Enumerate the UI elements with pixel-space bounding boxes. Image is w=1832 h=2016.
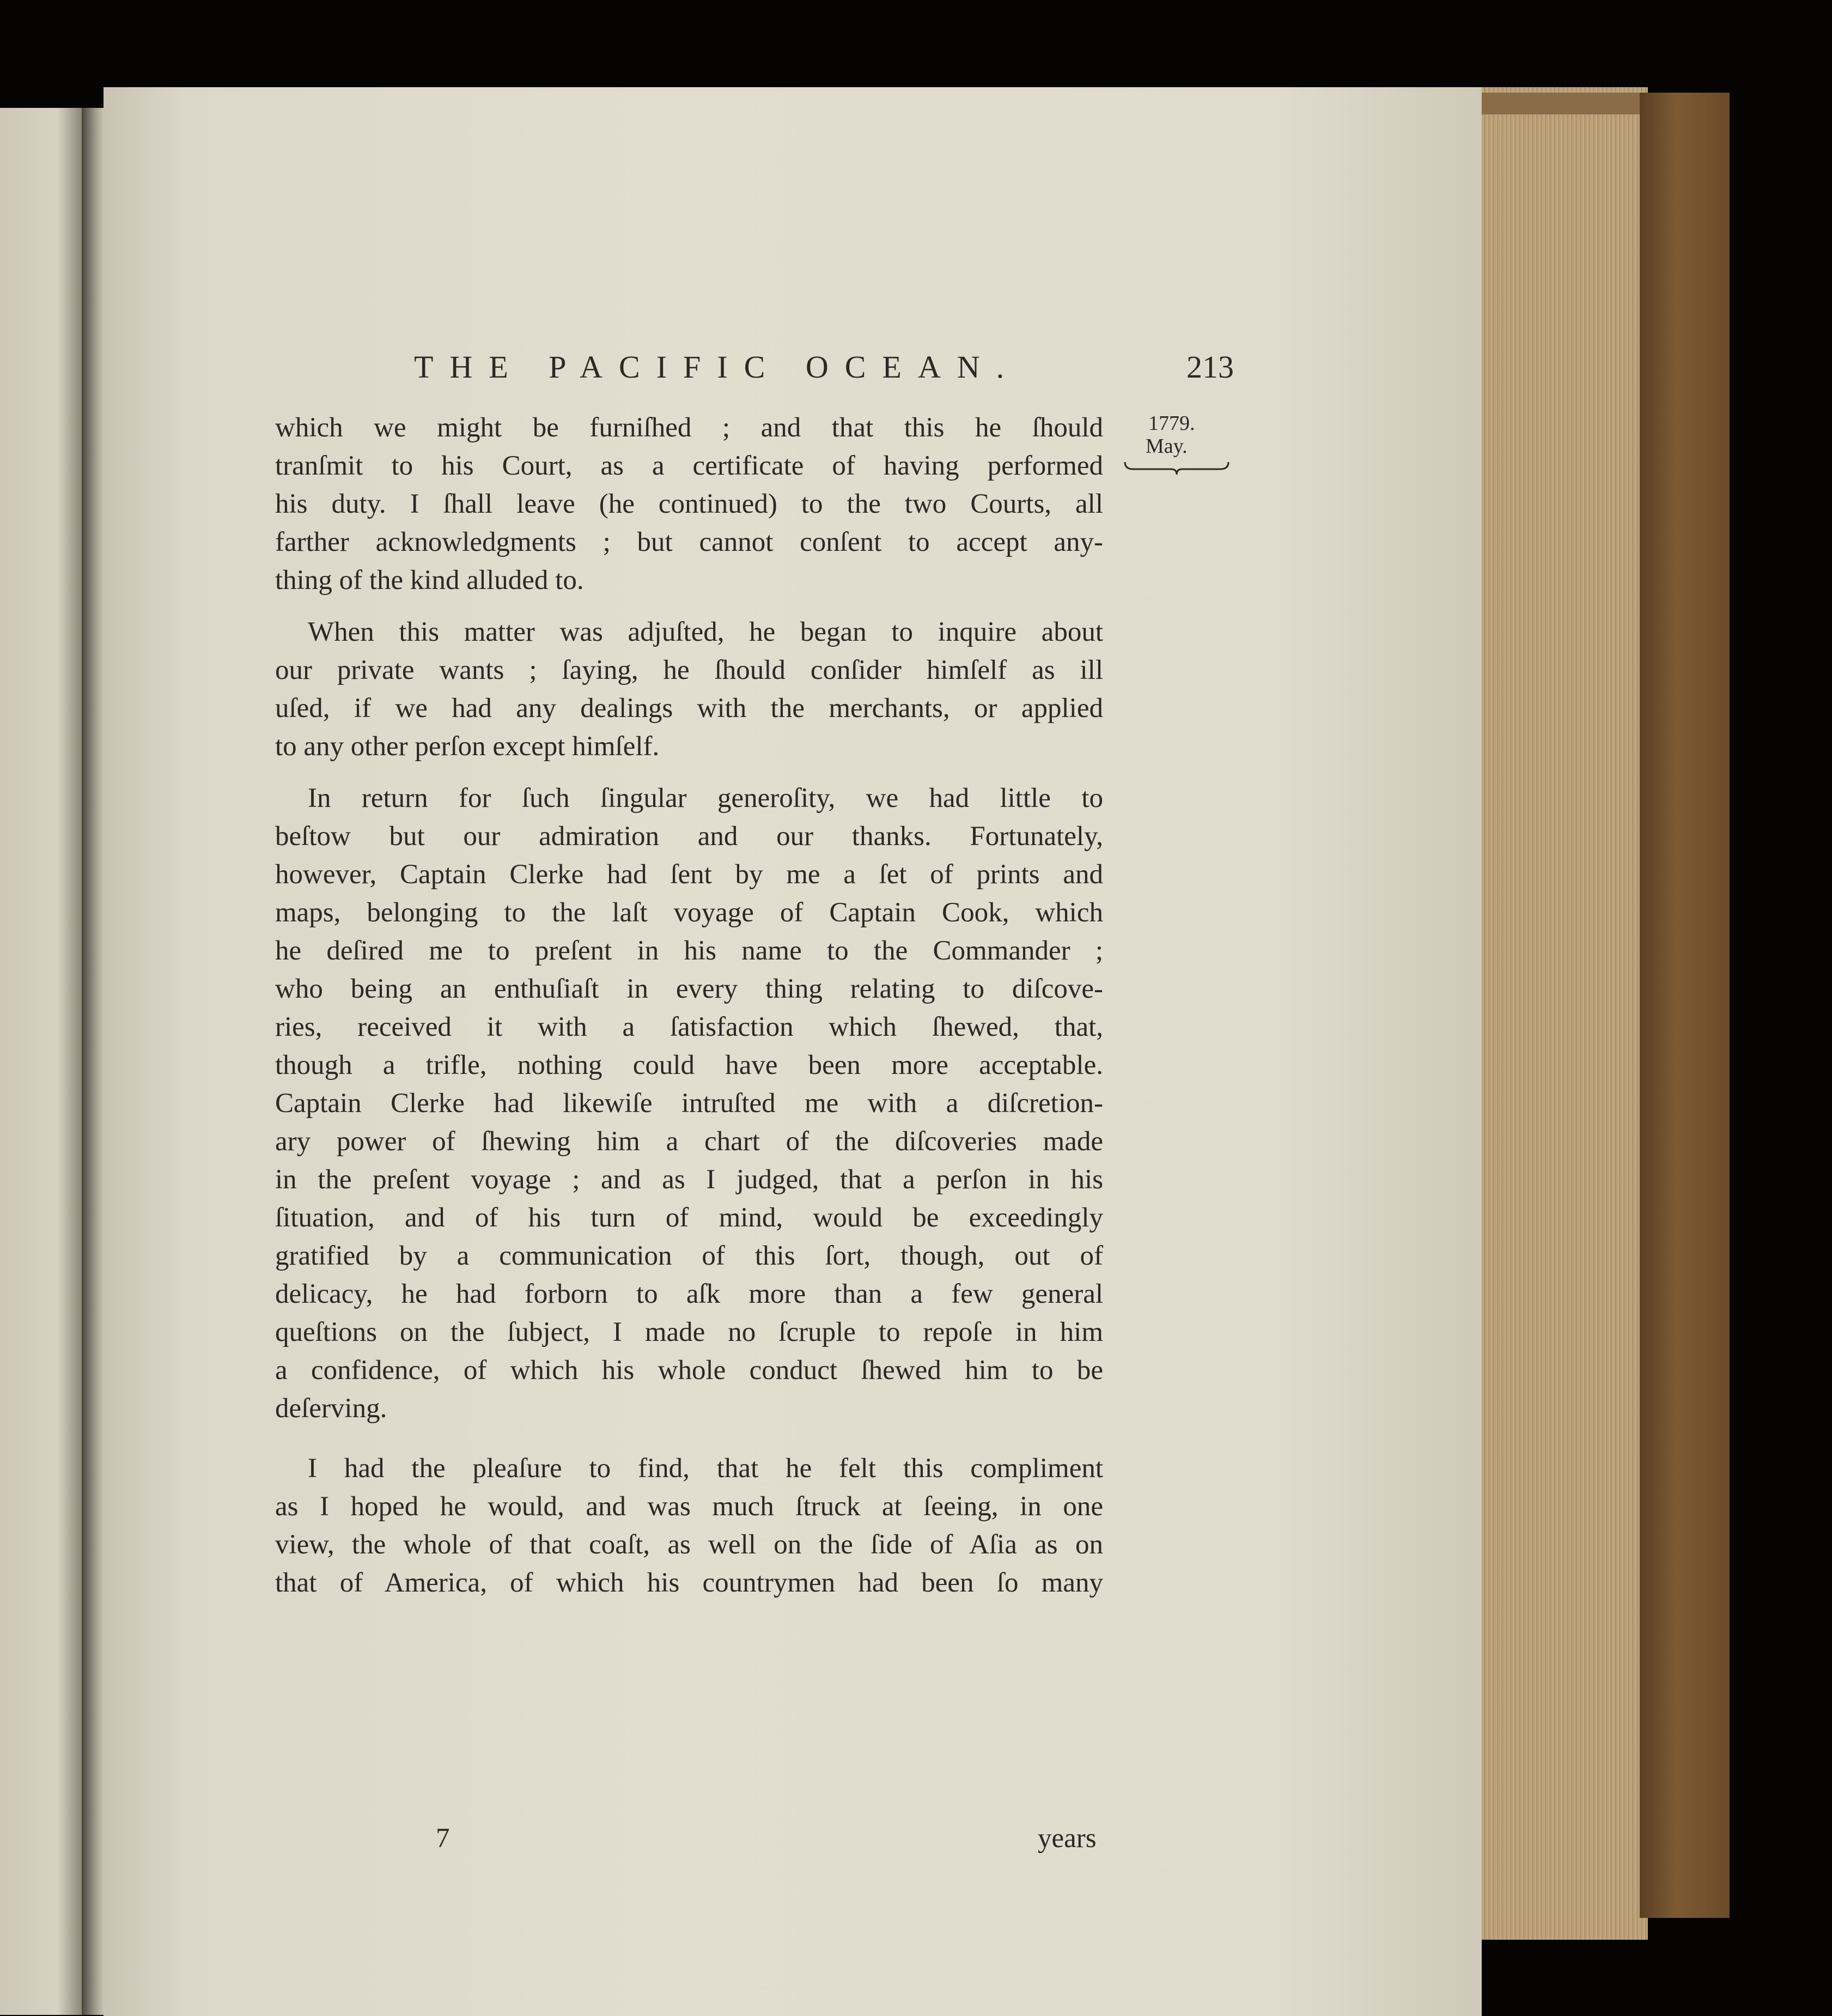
body-line: ſituation, and of his turn of mind, would be exceedingly <box>275 1203 1103 1233</box>
body-line: queſtions on the ſubject, I made no ſcruple to repoſe in him <box>275 1317 1103 1347</box>
body-line: tranſmit to his Court, as a certificate of having performed <box>275 451 1103 481</box>
body-line: our private wants ; ſaying, he ſhould conſider himſelf as ill <box>275 655 1103 685</box>
body-line: though a trifle, nothing could have been more acceptable. <box>275 1050 1103 1080</box>
body-line: he deſired me to preſent in his name to the Commander ; <box>275 936 1103 966</box>
margin-note-year: 1779. <box>1148 412 1195 435</box>
body-line: uſed, if we had any dealings with the merchants, or applied <box>275 693 1103 724</box>
margin-brace-icon <box>1122 459 1231 476</box>
body-line: ries, received it with a ſatisfaction which ſhewed, that, <box>275 1012 1103 1042</box>
body-line: to any other perſon except himſelf. <box>275 731 660 762</box>
book-gutter <box>82 108 104 2015</box>
page-number: 213 <box>1186 349 1234 385</box>
body-line: delicacy, he had forborn to aſk more than a few general <box>275 1279 1103 1309</box>
body-line: thing of the kind alluded to. <box>275 565 584 596</box>
body-line: who being an enthuſiaſt in every thing relating to diſcove- <box>275 974 1103 1004</box>
body-line: beſtow but our admiration and our thanks. Fortunately, <box>275 821 1103 852</box>
body-line: maps, belonging to the laſt voyage of Captain Cook, which <box>275 897 1103 928</box>
body-line: deſerving. <box>275 1393 387 1424</box>
margin-note-month: May. <box>1146 435 1188 458</box>
body-line: in the preſent voyage ; and as I judged, that a perſon in his <box>275 1164 1103 1195</box>
body-line: view, the whole of that coaſt, as well on the ſide of Aſia as on <box>275 1529 1103 1560</box>
page-stack-shadow <box>1482 93 1645 114</box>
signature-mark: 7 <box>436 1823 450 1854</box>
body-line: farther acknowledgments ; but cannot conſent to accept any- <box>275 527 1103 557</box>
body-line: In return for ſuch ſingular generoſity, we had little to <box>308 783 1103 813</box>
body-line: a confidence, of which his whole conduct ſhewed him to be <box>275 1355 1103 1386</box>
body-line: Captain Clerke had likewiſe intruſted me with a diſcretion- <box>275 1088 1103 1119</box>
leather-cover-edge <box>1640 93 1730 1918</box>
running-head: THE PACIFIC OCEAN. <box>414 349 1021 385</box>
body-line: which we might be furniſhed ; and that this he ſhould <box>275 412 1103 443</box>
body-line: his duty. I ſhall leave (he continued) to the two Courts, all <box>275 489 1103 519</box>
facing-page-edge <box>0 108 82 2015</box>
page-stack-fore-edge <box>1482 87 1648 1940</box>
body-line: I had the pleaſure to find, that he felt this compliment <box>308 1453 1103 1484</box>
body-line: When this matter was adjuſted, he began to inquire about <box>308 617 1103 647</box>
body-line: that of America, of which his countrymen had been ſo many <box>275 1568 1103 1598</box>
body-line: gratified by a communication of this ſort, though, out of <box>275 1241 1103 1271</box>
body-line: however, Captain Clerke had ſent by me a ſet of prints and <box>275 859 1103 890</box>
catchword: years <box>1038 1823 1097 1854</box>
body-line: as I hoped he would, and was much ſtruck at ſeeing, in one <box>275 1491 1103 1522</box>
body-line: ary power of ſhewing him a chart of the diſcoveries made <box>275 1126 1103 1157</box>
